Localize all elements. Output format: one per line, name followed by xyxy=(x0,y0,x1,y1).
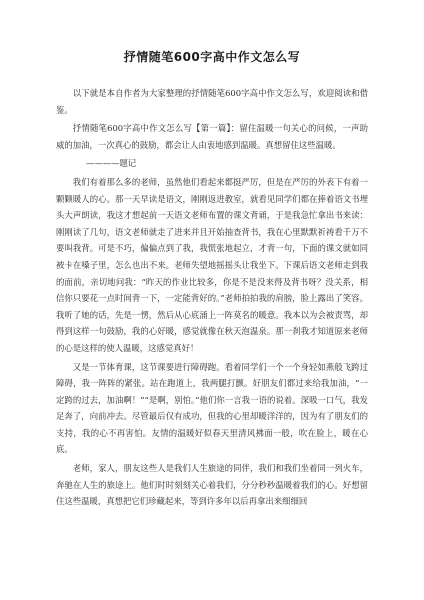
body-paragraph-companions: 老师，家人，朋友这些人是我们人生旅途的同伴，我们和我们坐着同一列火车，奔驰在人生的旅途上。他们时时刻刻关心着我们，分分秒秒温暖着我们的心。好想留住这些温暖，真想把它们珍藏起来，等到许多年以后再拿出来细细回 xyxy=(56,463,368,507)
body-paragraph-teacher: 我们有着那么多的老师，虽然他们看起来都挺严厉，但是在严厉的外表下有着一颗颗暖人的心。那一天早读是语文，刚刚返进教室，就看见同学们都在捧着语文书埋头大声朗读，我这才想起前一天语文老师布置的课文背诵，于是我急忙拿出书来读：刚刚读了几句，语文老师就走了进来并且开始抽查背书，我在心里默默祈祷看千万不要叫我背。可是不巧，偏偏点到了我，我慌张地起立，才背一句，下面的课文就如同被卡在嗓子里，怎么也出不来。老师失望地摇摇头让我坐下。下课后语文老师走到我的面前，亲切地问我：“昨天的作业比较多，你是不是没来得及背书呀？没关系，相信你只要花一点时间背一下，一定能背好的。”老师拍拍我的肩膀，脸上露出了笑容。我听了她的话，先是一愣，然后从心底涌上一阵莫名的暖意。我本以为会被责骂，却得到这样一句鼓励，我的心好暖，感觉就像在秋天泡温泉。那一刹我才知道原来老师的心是这样的使人温暖，这感觉真好！ xyxy=(56,176,368,353)
epigraph-signature: ————题记 xyxy=(86,158,137,169)
first-essay-intro-paragraph: 抒情随笔600字高中作文怎么写【第一篇】：留住温暖一句关心的问候，一声助威的加油，一次真心的鼓励，都会让人由衷地感到温暖。真想留住这些温暖。 xyxy=(56,123,368,150)
intro-paragraph: 以下就是本自作者为大家整理的抒情随笔600字高中作文怎么写，欢迎阅读和借鉴。 xyxy=(56,88,368,115)
body-paragraph-friends: 又是一节体育课，这节课要进行障碍跑。看着同学们一个一个身轻如燕般飞跨过障碍，我一阵阵的紧张。站在跑道上，我两腿打颤。好朋友们都过来给我加油，“一定跨的过去，加油啊！”“是啊，别怕。”他们你一言我一语的说着。深吸一口气，我发足奔了，向前冲去。尽管最后仅有成功，但我的心里却暖洋洋的，因为有了朋友们的支持，我的心不再害怕。友情的温暖好似春天里清风拂面一般，吹在脸上，暖在心底。 xyxy=(56,361,368,455)
page-title: 抒情随笔600字高中作文怎么写 xyxy=(123,50,301,64)
